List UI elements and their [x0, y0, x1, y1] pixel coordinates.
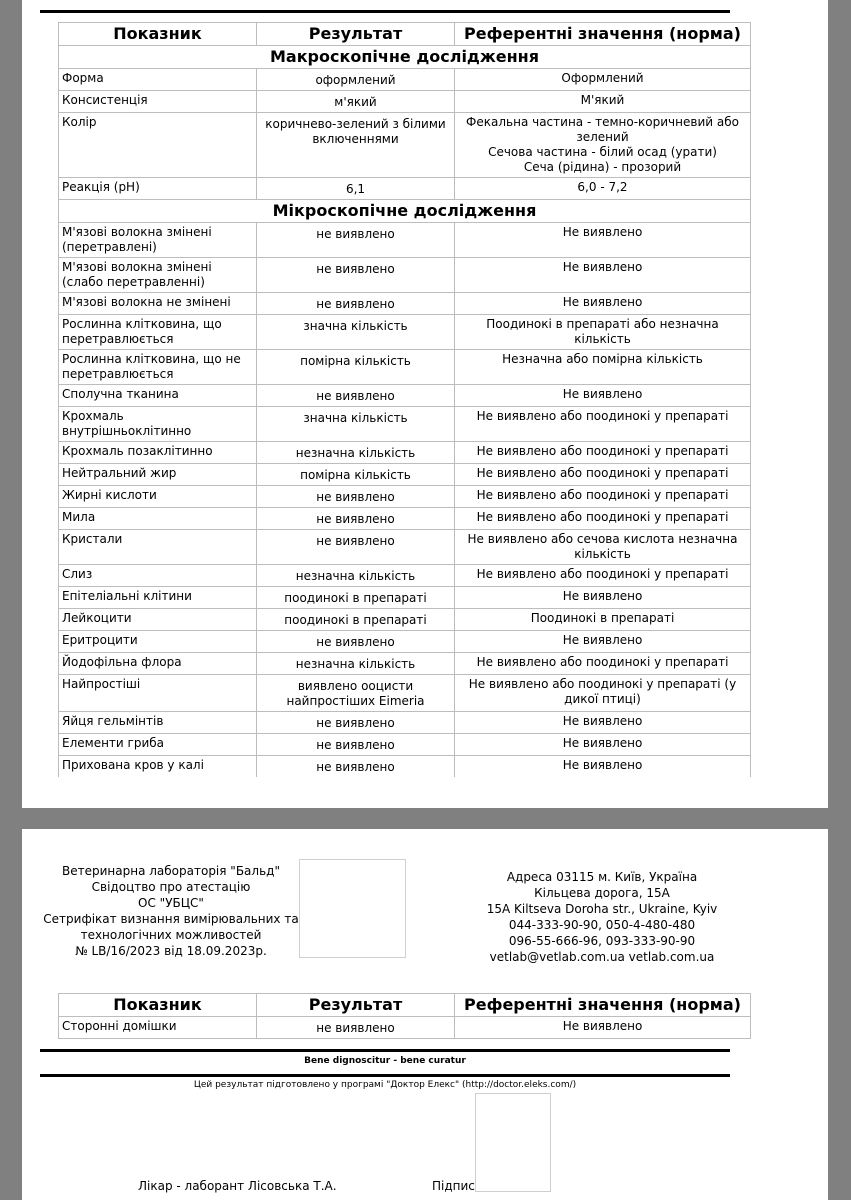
motto-rule-bottom — [40, 1074, 730, 1077]
reference-cell: Не виявлено або поодинокі у препараті — [455, 486, 751, 508]
result-cell: виявлено ооцисти найпростіших Eimeria — [257, 675, 455, 712]
lab-info-line: Ветеринарна лабораторія "Бальд" — [62, 864, 280, 878]
indicator-cell: Реакція (pH) — [59, 178, 257, 200]
table-row — [59, 631, 751, 653]
result-cell: помірна кількість — [257, 350, 455, 385]
table-row — [59, 587, 751, 609]
result-cell: м'який — [257, 91, 455, 113]
table-row — [59, 486, 751, 508]
reference-cell: Не виявлено — [455, 293, 751, 315]
reference-cell: Не виявлено або поодинокі у препараті — [455, 565, 751, 587]
reference-cell: Поодинокі в препараті або незначна кількість — [455, 315, 751, 350]
indicator-cell: Кристали — [59, 530, 257, 565]
result-cell: не виявлено — [257, 1017, 455, 1039]
table-row — [59, 712, 751, 734]
indicator-cell: М'язові волокна змінені (перетравлені) — [59, 223, 257, 258]
header-result: Результат — [257, 23, 455, 46]
reference-cell: 6,0 - 7,2 — [455, 178, 751, 200]
indicator-cell: Консистенція — [59, 91, 257, 113]
result-cell: значна кількість — [257, 315, 455, 350]
indicator-cell: Найпростіші — [59, 675, 257, 712]
result-cell: оформлений — [257, 69, 455, 91]
table-row — [59, 508, 751, 530]
result-cell: не виявлено — [257, 258, 455, 293]
indicator-cell: Слиз — [59, 565, 257, 587]
reference-cell — [455, 113, 751, 178]
indicator-cell: Яйця гельмінтів — [59, 712, 257, 734]
indicator-cell: Жирні кислоти — [59, 486, 257, 508]
lab-info-line: Сетрифікат визнання вимірювальних та — [43, 912, 299, 926]
table-row — [59, 653, 751, 675]
indicator-cell: Мила — [59, 508, 257, 530]
indicator-cell: Елементи гриба — [59, 734, 257, 756]
indicator-cell: Рослинна клітковина, що перетравлюється — [59, 315, 257, 350]
indicator-cell: Крохмаль позаклітинно — [59, 442, 257, 464]
table-row — [59, 69, 751, 91]
indicator-cell: Сполучна тканина — [59, 385, 257, 407]
reference-cell: М'який — [455, 91, 751, 113]
signature-box — [475, 1093, 551, 1192]
reference-cell: Не виявлено або поодинокі у препараті — [455, 464, 751, 486]
address-line: 044-333-90-90, 050-4-480-480 — [508, 918, 696, 932]
result-cell: не виявлено — [257, 385, 455, 407]
lab-info-line: технологічних можливостей — [80, 928, 262, 942]
reference-cell: Не виявлено або поодинокі у препараті (у дикої птиці) — [455, 675, 751, 712]
report-page-1 — [22, 0, 828, 808]
motto-rule-top — [40, 1049, 730, 1052]
reference-cell: Не виявлено або поодинокі у препараті — [455, 442, 751, 464]
table-row — [59, 350, 751, 385]
section-row-microscopic — [59, 200, 751, 223]
table-row — [59, 609, 751, 631]
reference-cell: Не виявлено — [455, 385, 751, 407]
result-cell: коричнево-зелений з білими включеннями — [257, 113, 455, 178]
table-row — [59, 675, 751, 712]
reference-cell: Не виявлено або поодинокі у препараті — [455, 653, 751, 675]
section-title: Мікроскопічне дослідження — [59, 200, 751, 223]
result-cell: незначна кількість — [257, 653, 455, 675]
reference-line: Сечова частина - білий осад (урати) — [488, 145, 717, 159]
header-indicator: Показник — [59, 23, 257, 46]
reference-cell: Оформлений — [455, 69, 751, 91]
indicator-cell: Еритроцити — [59, 631, 257, 653]
result-cell: не виявлено — [257, 712, 455, 734]
lab-info — [40, 863, 302, 959]
result-cell: не виявлено — [257, 293, 455, 315]
signature-label: Підпис — [432, 1179, 475, 1193]
reference-line: Фекальна частина - темно-коричневий або зелений — [466, 115, 739, 144]
address-line: Кільцева дорога, 15А — [534, 886, 670, 900]
indicator-cell: Йодофільна флора — [59, 653, 257, 675]
section-row-macroscopic — [59, 46, 751, 69]
indicator-cell: Нейтральний жир — [59, 464, 257, 486]
indicator-cell: Епітеліальні клітини — [59, 587, 257, 609]
reference-line: Сеча (рідина) - прозорий — [523, 160, 682, 174]
result-cell: не виявлено — [257, 508, 455, 530]
reference-cell: Не виявлено — [455, 223, 751, 258]
table-row — [59, 258, 751, 293]
result-cell: незначна кількість — [257, 565, 455, 587]
lab-address — [472, 869, 732, 965]
address-line: vetlab@vetlab.com.ua vetlab.com.ua — [489, 950, 715, 964]
logo-placeholder — [299, 859, 406, 958]
table-row — [59, 293, 751, 315]
header-indicator: Показник — [59, 994, 257, 1017]
table-row — [59, 565, 751, 587]
reference-cell: Не виявлено — [455, 631, 751, 653]
indicator-cell: Колір — [59, 113, 257, 178]
result-cell: незначна кількість — [257, 442, 455, 464]
results-table — [58, 22, 751, 777]
reference-cell: Не виявлено — [455, 258, 751, 293]
reference-cell: Поодинокі в препараті — [455, 609, 751, 631]
indicator-cell: Крохмаль внутрішньоклітинно — [59, 407, 257, 442]
table-row — [59, 464, 751, 486]
table-row — [59, 91, 751, 113]
table-row — [59, 178, 751, 200]
header-reference: Референтні значення (норма) — [455, 994, 751, 1017]
doctor-name: Лікар - лаборант Лісовська Т.А. — [138, 1179, 337, 1193]
reference-cell: Не виявлено — [455, 587, 751, 609]
result-cell: значна кількість — [257, 407, 455, 442]
result-cell: не виявлено — [257, 756, 455, 778]
lab-info-line: ОС "УБЦС" — [138, 896, 204, 910]
table-row — [59, 315, 751, 350]
table-row — [59, 530, 751, 565]
table-row — [59, 385, 751, 407]
table-header-row — [59, 23, 751, 46]
result-cell: не виявлено — [257, 486, 455, 508]
reference-cell: Не виявлено — [455, 1017, 751, 1039]
indicator-cell: Сторонні домішки — [59, 1017, 257, 1039]
table-header-row — [59, 994, 751, 1017]
reference-cell: Не виявлено або сечова кислота незначна кількість — [455, 530, 751, 565]
indicator-cell: Форма — [59, 69, 257, 91]
address-line: 096-55-666-96, 093-333-90-90 — [508, 934, 696, 948]
header-result: Результат — [257, 994, 455, 1017]
reference-cell: Не виявлено — [455, 734, 751, 756]
indicator-cell: Прихована кров у калі — [59, 756, 257, 778]
reference-cell: Не виявлено — [455, 756, 751, 778]
indicator-cell: Лейкоцити — [59, 609, 257, 631]
result-cell: не виявлено — [257, 734, 455, 756]
table-row — [59, 113, 751, 178]
section-title: Макроскопічне дослідження — [59, 46, 751, 69]
result-cell: помірна кількість — [257, 464, 455, 486]
table-row — [59, 442, 751, 464]
reference-cell: Не виявлено або поодинокі у препараті — [455, 508, 751, 530]
result-cell: не виявлено — [257, 223, 455, 258]
address-line: Адреса 03115 м. Київ, Україна — [506, 870, 698, 884]
reference-cell: Незначна або помірна кількість — [455, 350, 751, 385]
results-table-continued — [58, 993, 751, 1039]
result-cell: поодинокі в препараті — [257, 587, 455, 609]
prepared-note: Цей результат підготовлено у програмі "Доктор Елекс" (http://doctor.eleks.com/) — [193, 1080, 577, 1090]
indicator-cell: М'язові волокна не змінені — [59, 293, 257, 315]
lab-info-line: № LB/16/2023 від 18.09.2023р. — [75, 944, 267, 958]
header-rule — [40, 10, 730, 13]
table-row — [59, 734, 751, 756]
result-cell: не виявлено — [257, 530, 455, 565]
lab-info-line: Свідоцтво про атестацію — [91, 880, 251, 894]
table-row — [59, 1017, 751, 1039]
indicator-cell: Рослинна клітковина, що не перетравлюється — [59, 350, 257, 385]
result-cell: не виявлено — [257, 631, 455, 653]
table-row — [59, 407, 751, 442]
table-row — [59, 756, 751, 778]
table-row — [59, 223, 751, 258]
result-cell: 6,1 — [257, 178, 455, 200]
address-line: 15A Kiltseva Doroha str., Ukraine, Kyiv — [486, 902, 718, 916]
reference-cell: Не виявлено або поодинокі у препараті — [455, 407, 751, 442]
header-reference: Референтні значення (норма) — [455, 23, 751, 46]
indicator-cell: М'язові волокна змінені (слабо перетравленні) — [59, 258, 257, 293]
report-page-2 — [22, 829, 828, 1200]
result-cell: поодинокі в препараті — [257, 609, 455, 631]
motto: Bene dignoscitur - bene curatur — [304, 1056, 466, 1066]
reference-cell: Не виявлено — [455, 712, 751, 734]
